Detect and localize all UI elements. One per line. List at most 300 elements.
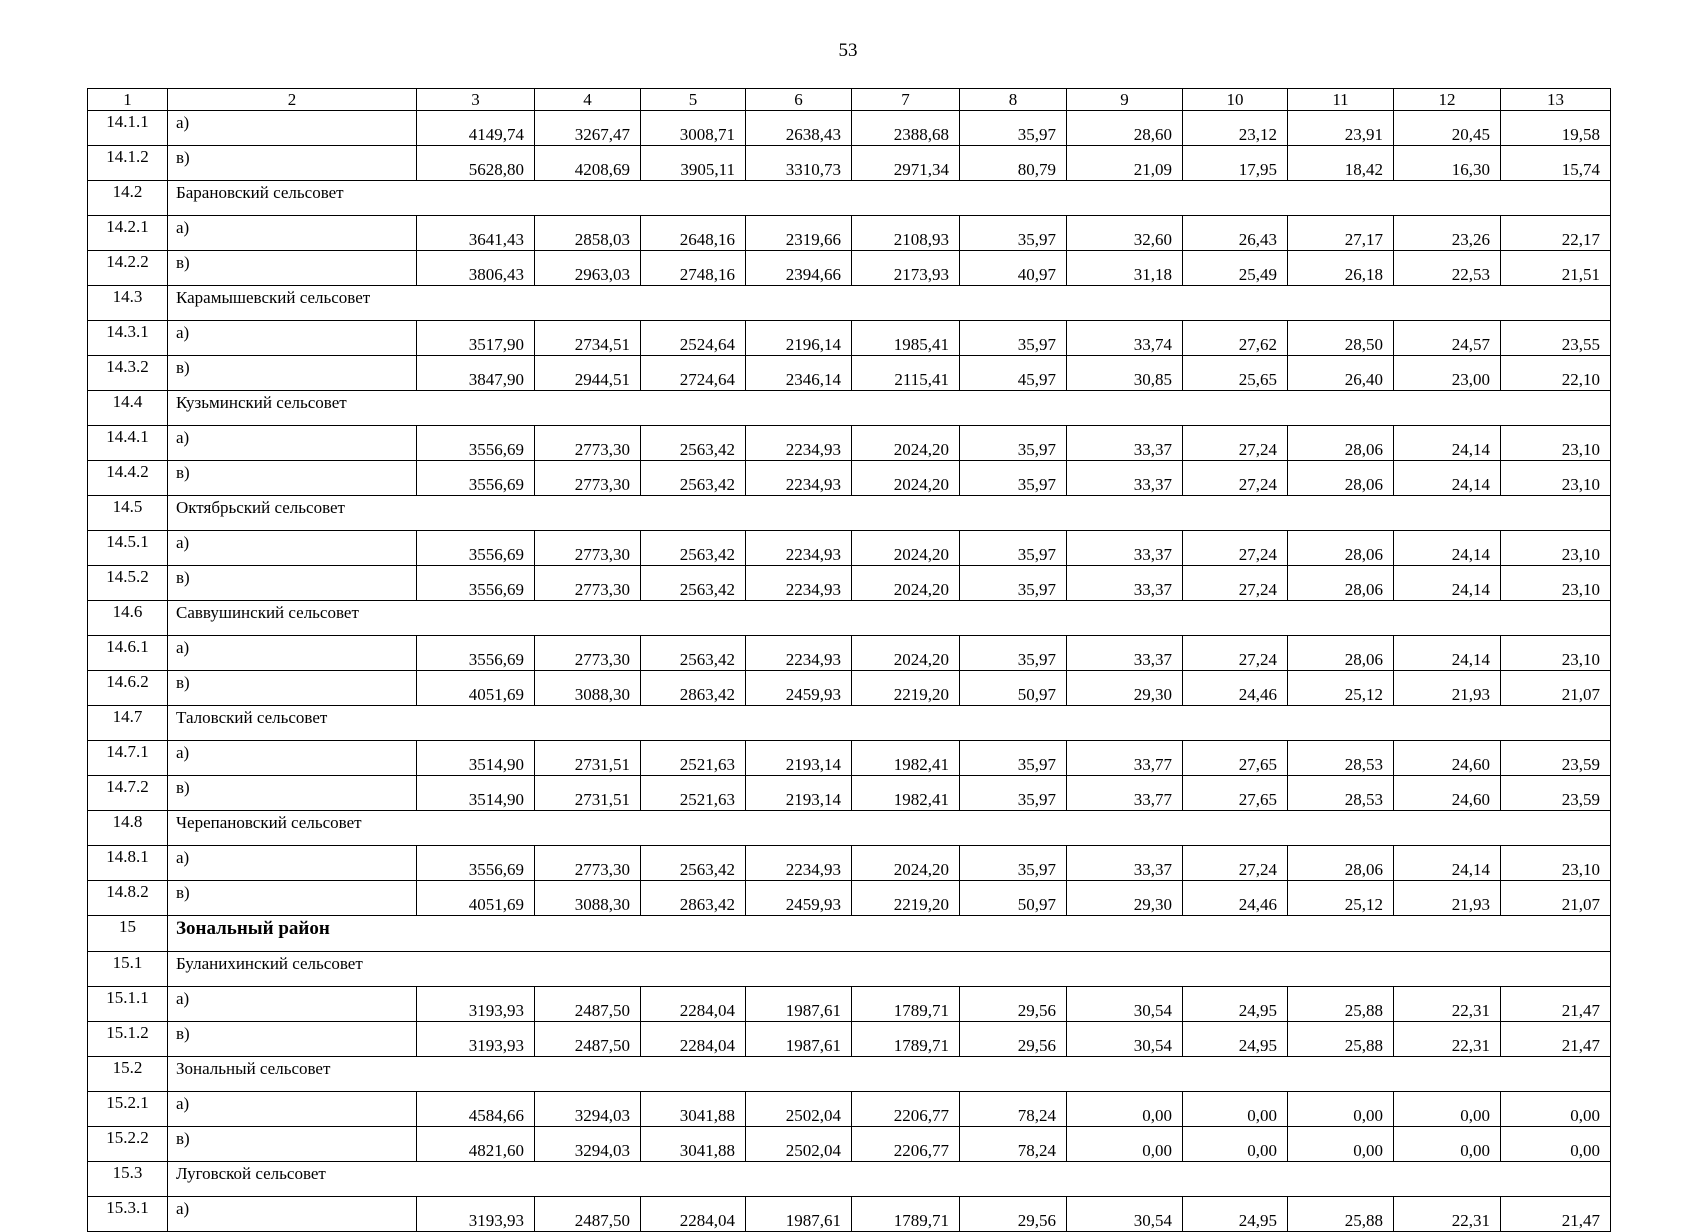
value-cell: 28,06 bbox=[1288, 461, 1394, 496]
value-cell: 2773,30 bbox=[535, 461, 641, 496]
value-cell: 35,97 bbox=[960, 741, 1067, 776]
value-cell: 2346,14 bbox=[746, 356, 852, 391]
value-cell: 1987,61 bbox=[746, 1022, 852, 1057]
value-cell: 2773,30 bbox=[535, 846, 641, 881]
value-cell: 21,47 bbox=[1501, 1022, 1611, 1057]
value-cell: 25,12 bbox=[1288, 881, 1394, 916]
settlement-name: Черепановский сельсовет bbox=[168, 811, 1611, 846]
value-cell: 33,37 bbox=[1067, 566, 1183, 601]
section-row bbox=[88, 706, 1611, 741]
value-cell: 3514,90 bbox=[417, 776, 535, 811]
section-row bbox=[88, 286, 1611, 321]
value-cell: 28,06 bbox=[1288, 846, 1394, 881]
row-code: 15.1.2 bbox=[88, 1022, 168, 1057]
table-row bbox=[88, 671, 1611, 706]
value-cell: 21,07 bbox=[1501, 881, 1611, 916]
value-cell: 35,97 bbox=[960, 636, 1067, 671]
value-cell: 0,00 bbox=[1067, 1092, 1183, 1127]
row-code: 15 bbox=[88, 916, 168, 952]
value-cell: 2024,20 bbox=[852, 426, 960, 461]
table-row bbox=[88, 846, 1611, 881]
value-cell: 27,65 bbox=[1183, 776, 1288, 811]
page-number: 53 bbox=[838, 40, 858, 61]
value-cell: 1987,61 bbox=[746, 1197, 852, 1232]
value-cell: 2234,93 bbox=[746, 426, 852, 461]
value-cell: 25,65 bbox=[1183, 356, 1288, 391]
settlement-name: Луговской сельсовет bbox=[168, 1162, 1611, 1197]
value-cell: 2773,30 bbox=[535, 566, 641, 601]
value-cell: 3294,03 bbox=[535, 1127, 641, 1162]
header-row bbox=[88, 89, 1611, 111]
value-cell: 3806,43 bbox=[417, 251, 535, 286]
value-cell: 35,97 bbox=[960, 566, 1067, 601]
value-cell: 27,17 bbox=[1288, 216, 1394, 251]
value-cell: 35,97 bbox=[960, 111, 1067, 146]
table-row bbox=[88, 776, 1611, 811]
value-cell: 22,31 bbox=[1394, 1022, 1501, 1057]
value-cell: 24,57 bbox=[1394, 321, 1501, 356]
table-row bbox=[88, 356, 1611, 391]
value-cell: 3041,88 bbox=[641, 1092, 746, 1127]
value-cell: 2773,30 bbox=[535, 636, 641, 671]
value-cell: 33,77 bbox=[1067, 776, 1183, 811]
value-cell: 2108,93 bbox=[852, 216, 960, 251]
value-cell: 2773,30 bbox=[535, 426, 641, 461]
table-row bbox=[88, 461, 1611, 496]
settlement-name: Карамышевский сельсовет bbox=[168, 286, 1611, 321]
value-cell: 2748,16 bbox=[641, 251, 746, 286]
value-cell: 2284,04 bbox=[641, 1022, 746, 1057]
row-code: 14.7 bbox=[88, 706, 168, 741]
value-cell: 45,97 bbox=[960, 356, 1067, 391]
column-number-header: 2 bbox=[168, 89, 417, 111]
column-number-header: 4 bbox=[535, 89, 641, 111]
value-cell: 24,95 bbox=[1183, 987, 1288, 1022]
value-cell: 30,54 bbox=[1067, 987, 1183, 1022]
row-variant-label: в) bbox=[168, 251, 417, 286]
row-code: 14.8.1 bbox=[88, 846, 168, 881]
value-cell: 24,46 bbox=[1183, 671, 1288, 706]
row-code: 14.6 bbox=[88, 601, 168, 636]
value-cell: 24,95 bbox=[1183, 1022, 1288, 1057]
value-cell: 1789,71 bbox=[852, 987, 960, 1022]
row-code: 14.3 bbox=[88, 286, 168, 321]
settlement-name: Зональный сельсовет bbox=[168, 1057, 1611, 1092]
row-code: 15.3.1 bbox=[88, 1197, 168, 1232]
tariff-table bbox=[87, 88, 1611, 1232]
value-cell: 22,17 bbox=[1501, 216, 1611, 251]
value-cell: 28,53 bbox=[1288, 776, 1394, 811]
value-cell: 80,79 bbox=[960, 146, 1067, 181]
value-cell: 78,24 bbox=[960, 1127, 1067, 1162]
value-cell: 1789,71 bbox=[852, 1022, 960, 1057]
row-code: 14.2 bbox=[88, 181, 168, 216]
value-cell: 2319,66 bbox=[746, 216, 852, 251]
value-cell: 2521,63 bbox=[641, 776, 746, 811]
value-cell: 23,10 bbox=[1501, 426, 1611, 461]
value-cell: 17,95 bbox=[1183, 146, 1288, 181]
column-number-header: 8 bbox=[960, 89, 1067, 111]
value-cell: 0,00 bbox=[1067, 1127, 1183, 1162]
value-cell: 24,14 bbox=[1394, 531, 1501, 566]
value-cell: 25,49 bbox=[1183, 251, 1288, 286]
table-row bbox=[88, 741, 1611, 776]
value-cell: 28,06 bbox=[1288, 566, 1394, 601]
value-cell: 23,10 bbox=[1501, 636, 1611, 671]
table-row bbox=[88, 1197, 1611, 1232]
value-cell: 0,00 bbox=[1183, 1127, 1288, 1162]
district-name: Зональный район bbox=[168, 916, 1611, 952]
value-cell: 2024,20 bbox=[852, 566, 960, 601]
value-cell: 24,14 bbox=[1394, 426, 1501, 461]
value-cell: 33,37 bbox=[1067, 846, 1183, 881]
row-code: 14.8.2 bbox=[88, 881, 168, 916]
row-code: 14.7.2 bbox=[88, 776, 168, 811]
value-cell: 35,97 bbox=[960, 321, 1067, 356]
value-cell: 21,51 bbox=[1501, 251, 1611, 286]
column-number-header: 11 bbox=[1288, 89, 1394, 111]
value-cell: 28,53 bbox=[1288, 741, 1394, 776]
value-cell: 20,45 bbox=[1394, 111, 1501, 146]
row-code: 15.1 bbox=[88, 952, 168, 987]
value-cell: 2963,03 bbox=[535, 251, 641, 286]
value-cell: 35,97 bbox=[960, 531, 1067, 566]
value-cell: 22,53 bbox=[1394, 251, 1501, 286]
value-cell: 2648,16 bbox=[641, 216, 746, 251]
value-cell: 22,10 bbox=[1501, 356, 1611, 391]
row-code: 14.6.2 bbox=[88, 671, 168, 706]
value-cell: 3556,69 bbox=[417, 461, 535, 496]
value-cell: 35,97 bbox=[960, 461, 1067, 496]
value-cell: 2502,04 bbox=[746, 1092, 852, 1127]
value-cell: 3905,11 bbox=[641, 146, 746, 181]
value-cell: 24,95 bbox=[1183, 1197, 1288, 1232]
row-code: 14.5.2 bbox=[88, 566, 168, 601]
section-row bbox=[88, 1057, 1611, 1092]
row-variant-label: а) bbox=[168, 1092, 417, 1127]
value-cell: 2459,93 bbox=[746, 881, 852, 916]
value-cell: 2734,51 bbox=[535, 321, 641, 356]
row-variant-label: а) bbox=[168, 426, 417, 461]
value-cell: 27,62 bbox=[1183, 321, 1288, 356]
value-cell: 35,97 bbox=[960, 846, 1067, 881]
section-row bbox=[88, 181, 1611, 216]
value-cell: 23,59 bbox=[1501, 741, 1611, 776]
row-variant-label: а) bbox=[168, 1197, 417, 1232]
row-code: 14.2.1 bbox=[88, 216, 168, 251]
value-cell: 28,06 bbox=[1288, 531, 1394, 566]
value-cell: 2944,51 bbox=[535, 356, 641, 391]
column-number-header: 12 bbox=[1394, 89, 1501, 111]
value-cell: 4051,69 bbox=[417, 671, 535, 706]
column-number-header: 9 bbox=[1067, 89, 1183, 111]
value-cell: 3556,69 bbox=[417, 426, 535, 461]
table-row bbox=[88, 1127, 1611, 1162]
value-cell: 2524,64 bbox=[641, 321, 746, 356]
value-cell: 2193,14 bbox=[746, 741, 852, 776]
value-cell: 3556,69 bbox=[417, 846, 535, 881]
row-variant-label: а) bbox=[168, 111, 417, 146]
value-cell: 24,60 bbox=[1394, 776, 1501, 811]
row-code: 14.4.2 bbox=[88, 461, 168, 496]
value-cell: 2234,93 bbox=[746, 636, 852, 671]
value-cell: 1987,61 bbox=[746, 987, 852, 1022]
value-cell: 0,00 bbox=[1394, 1092, 1501, 1127]
value-cell: 23,59 bbox=[1501, 776, 1611, 811]
value-cell: 23,26 bbox=[1394, 216, 1501, 251]
value-cell: 3556,69 bbox=[417, 566, 535, 601]
row-code: 14.1.2 bbox=[88, 146, 168, 181]
column-number-header: 7 bbox=[852, 89, 960, 111]
table-row bbox=[88, 111, 1611, 146]
value-cell: 2521,63 bbox=[641, 741, 746, 776]
row-variant-label: а) bbox=[168, 741, 417, 776]
row-variant-label: а) bbox=[168, 321, 417, 356]
value-cell: 2234,93 bbox=[746, 846, 852, 881]
value-cell: 35,97 bbox=[960, 776, 1067, 811]
column-number-header: 3 bbox=[417, 89, 535, 111]
value-cell: 0,00 bbox=[1183, 1092, 1288, 1127]
value-cell: 21,93 bbox=[1394, 881, 1501, 916]
table-row bbox=[88, 1092, 1611, 1127]
value-cell: 23,55 bbox=[1501, 321, 1611, 356]
value-cell: 25,12 bbox=[1288, 671, 1394, 706]
value-cell: 28,50 bbox=[1288, 321, 1394, 356]
value-cell: 30,85 bbox=[1067, 356, 1183, 391]
table-row bbox=[88, 566, 1611, 601]
value-cell: 2234,93 bbox=[746, 531, 852, 566]
district-row bbox=[88, 916, 1611, 952]
table-row bbox=[88, 426, 1611, 461]
value-cell: 2024,20 bbox=[852, 636, 960, 671]
value-cell: 27,24 bbox=[1183, 846, 1288, 881]
table-row bbox=[88, 251, 1611, 286]
value-cell: 27,65 bbox=[1183, 741, 1288, 776]
value-cell: 25,88 bbox=[1288, 1197, 1394, 1232]
value-cell: 33,77 bbox=[1067, 741, 1183, 776]
value-cell: 2206,77 bbox=[852, 1127, 960, 1162]
value-cell: 3193,93 bbox=[417, 987, 535, 1022]
value-cell: 2173,93 bbox=[852, 251, 960, 286]
value-cell: 2773,30 bbox=[535, 531, 641, 566]
value-cell: 24,60 bbox=[1394, 741, 1501, 776]
value-cell: 26,40 bbox=[1288, 356, 1394, 391]
column-number-header: 1 bbox=[88, 89, 168, 111]
row-code: 14.4.1 bbox=[88, 426, 168, 461]
value-cell: 33,74 bbox=[1067, 321, 1183, 356]
value-cell: 19,58 bbox=[1501, 111, 1611, 146]
value-cell: 3517,90 bbox=[417, 321, 535, 356]
row-code: 14.6.1 bbox=[88, 636, 168, 671]
value-cell: 2206,77 bbox=[852, 1092, 960, 1127]
value-cell: 23,10 bbox=[1501, 566, 1611, 601]
value-cell: 4584,66 bbox=[417, 1092, 535, 1127]
row-variant-label: а) bbox=[168, 531, 417, 566]
settlement-name: Октябрьский сельсовет bbox=[168, 496, 1611, 531]
value-cell: 24,14 bbox=[1394, 846, 1501, 881]
row-code: 15.2.1 bbox=[88, 1092, 168, 1127]
value-cell: 28,06 bbox=[1288, 636, 1394, 671]
section-row bbox=[88, 391, 1611, 426]
row-variant-label: в) bbox=[168, 566, 417, 601]
value-cell: 2219,20 bbox=[852, 671, 960, 706]
value-cell: 3556,69 bbox=[417, 531, 535, 566]
value-cell: 50,97 bbox=[960, 881, 1067, 916]
row-code: 14.4 bbox=[88, 391, 168, 426]
table-row bbox=[88, 987, 1611, 1022]
value-cell: 24,14 bbox=[1394, 636, 1501, 671]
row-code: 14.3.2 bbox=[88, 356, 168, 391]
value-cell: 21,07 bbox=[1501, 671, 1611, 706]
value-cell: 29,30 bbox=[1067, 671, 1183, 706]
value-cell: 35,97 bbox=[960, 426, 1067, 461]
row-variant-label: а) bbox=[168, 216, 417, 251]
value-cell: 4149,74 bbox=[417, 111, 535, 146]
value-cell: 22,31 bbox=[1394, 987, 1501, 1022]
value-cell: 3267,47 bbox=[535, 111, 641, 146]
value-cell: 3556,69 bbox=[417, 636, 535, 671]
column-number-header: 6 bbox=[746, 89, 852, 111]
value-cell: 27,24 bbox=[1183, 636, 1288, 671]
value-cell: 2724,64 bbox=[641, 356, 746, 391]
value-cell: 16,30 bbox=[1394, 146, 1501, 181]
settlement-name: Кузьминский сельсовет bbox=[168, 391, 1611, 426]
row-code: 14.5 bbox=[88, 496, 168, 531]
row-code: 14.7.1 bbox=[88, 741, 168, 776]
value-cell: 2563,42 bbox=[641, 531, 746, 566]
value-cell: 2563,42 bbox=[641, 426, 746, 461]
value-cell: 29,30 bbox=[1067, 881, 1183, 916]
value-cell: 2638,43 bbox=[746, 111, 852, 146]
value-cell: 2971,34 bbox=[852, 146, 960, 181]
row-variant-label: в) bbox=[168, 461, 417, 496]
value-cell: 2459,93 bbox=[746, 671, 852, 706]
settlement-name: Буланихинский сельсовет bbox=[168, 952, 1611, 987]
value-cell: 33,37 bbox=[1067, 461, 1183, 496]
value-cell: 29,56 bbox=[960, 1197, 1067, 1232]
row-code: 14.5.1 bbox=[88, 531, 168, 566]
value-cell: 27,24 bbox=[1183, 531, 1288, 566]
value-cell: 2563,42 bbox=[641, 846, 746, 881]
value-cell: 31,18 bbox=[1067, 251, 1183, 286]
value-cell: 35,97 bbox=[960, 216, 1067, 251]
value-cell: 33,37 bbox=[1067, 426, 1183, 461]
value-cell: 2234,93 bbox=[746, 566, 852, 601]
settlement-name: Барановский сельсовет bbox=[168, 181, 1611, 216]
column-number-header: 13 bbox=[1501, 89, 1611, 111]
value-cell: 2388,68 bbox=[852, 111, 960, 146]
value-cell: 40,97 bbox=[960, 251, 1067, 286]
value-cell: 21,93 bbox=[1394, 671, 1501, 706]
value-cell: 2024,20 bbox=[852, 461, 960, 496]
settlement-name: Саввушинский сельсовет bbox=[168, 601, 1611, 636]
value-cell: 3641,43 bbox=[417, 216, 535, 251]
value-cell: 25,88 bbox=[1288, 987, 1394, 1022]
row-code: 15.2.2 bbox=[88, 1127, 168, 1162]
value-cell: 28,06 bbox=[1288, 426, 1394, 461]
value-cell: 2487,50 bbox=[535, 987, 641, 1022]
value-cell: 24,14 bbox=[1394, 566, 1501, 601]
value-cell: 1985,41 bbox=[852, 321, 960, 356]
row-code: 15.1.1 bbox=[88, 987, 168, 1022]
value-cell: 26,43 bbox=[1183, 216, 1288, 251]
value-cell: 29,56 bbox=[960, 987, 1067, 1022]
value-cell: 3294,03 bbox=[535, 1092, 641, 1127]
value-cell: 29,56 bbox=[960, 1022, 1067, 1057]
value-cell: 0,00 bbox=[1288, 1127, 1394, 1162]
value-cell: 0,00 bbox=[1501, 1127, 1611, 1162]
value-cell: 21,47 bbox=[1501, 1197, 1611, 1232]
value-cell: 1982,41 bbox=[852, 776, 960, 811]
row-code: 14.8 bbox=[88, 811, 168, 846]
value-cell: 2563,42 bbox=[641, 461, 746, 496]
table-row bbox=[88, 881, 1611, 916]
value-cell: 2487,50 bbox=[535, 1197, 641, 1232]
section-row bbox=[88, 952, 1611, 987]
value-cell: 2863,42 bbox=[641, 671, 746, 706]
value-cell: 0,00 bbox=[1501, 1092, 1611, 1127]
value-cell: 4051,69 bbox=[417, 881, 535, 916]
value-cell: 21,47 bbox=[1501, 987, 1611, 1022]
value-cell: 3008,71 bbox=[641, 111, 746, 146]
row-variant-label: в) bbox=[168, 146, 417, 181]
value-cell: 22,31 bbox=[1394, 1197, 1501, 1232]
value-cell: 2024,20 bbox=[852, 531, 960, 566]
table-row bbox=[88, 146, 1611, 181]
value-cell: 2394,66 bbox=[746, 251, 852, 286]
value-cell: 3310,73 bbox=[746, 146, 852, 181]
row-variant-label: а) bbox=[168, 987, 417, 1022]
value-cell: 2487,50 bbox=[535, 1022, 641, 1057]
value-cell: 3041,88 bbox=[641, 1127, 746, 1162]
value-cell: 24,46 bbox=[1183, 881, 1288, 916]
value-cell: 27,24 bbox=[1183, 426, 1288, 461]
value-cell: 1982,41 bbox=[852, 741, 960, 776]
row-variant-label: в) bbox=[168, 1022, 417, 1057]
value-cell: 4821,60 bbox=[417, 1127, 535, 1162]
value-cell: 2731,51 bbox=[535, 741, 641, 776]
value-cell: 5628,80 bbox=[417, 146, 535, 181]
row-variant-label: в) bbox=[168, 356, 417, 391]
value-cell: 2502,04 bbox=[746, 1127, 852, 1162]
row-code: 14.1.1 bbox=[88, 111, 168, 146]
value-cell: 3088,30 bbox=[535, 671, 641, 706]
value-cell: 30,54 bbox=[1067, 1022, 1183, 1057]
value-cell: 32,60 bbox=[1067, 216, 1183, 251]
value-cell: 78,24 bbox=[960, 1092, 1067, 1127]
column-number-header: 5 bbox=[641, 89, 746, 111]
value-cell: 2731,51 bbox=[535, 776, 641, 811]
value-cell: 33,37 bbox=[1067, 531, 1183, 566]
table-row bbox=[88, 216, 1611, 251]
value-cell: 2196,14 bbox=[746, 321, 852, 356]
value-cell: 2234,93 bbox=[746, 461, 852, 496]
value-cell: 2219,20 bbox=[852, 881, 960, 916]
row-variant-label: в) bbox=[168, 776, 417, 811]
row-code: 14.3.1 bbox=[88, 321, 168, 356]
row-variant-label: в) bbox=[168, 1127, 417, 1162]
value-cell: 3193,93 bbox=[417, 1022, 535, 1057]
value-cell: 2193,14 bbox=[746, 776, 852, 811]
table-row bbox=[88, 321, 1611, 356]
value-cell: 3514,90 bbox=[417, 741, 535, 776]
value-cell: 27,24 bbox=[1183, 566, 1288, 601]
value-cell: 25,88 bbox=[1288, 1022, 1394, 1057]
value-cell: 23,10 bbox=[1501, 461, 1611, 496]
value-cell: 2863,42 bbox=[641, 881, 746, 916]
value-cell: 15,74 bbox=[1501, 146, 1611, 181]
value-cell: 3847,90 bbox=[417, 356, 535, 391]
